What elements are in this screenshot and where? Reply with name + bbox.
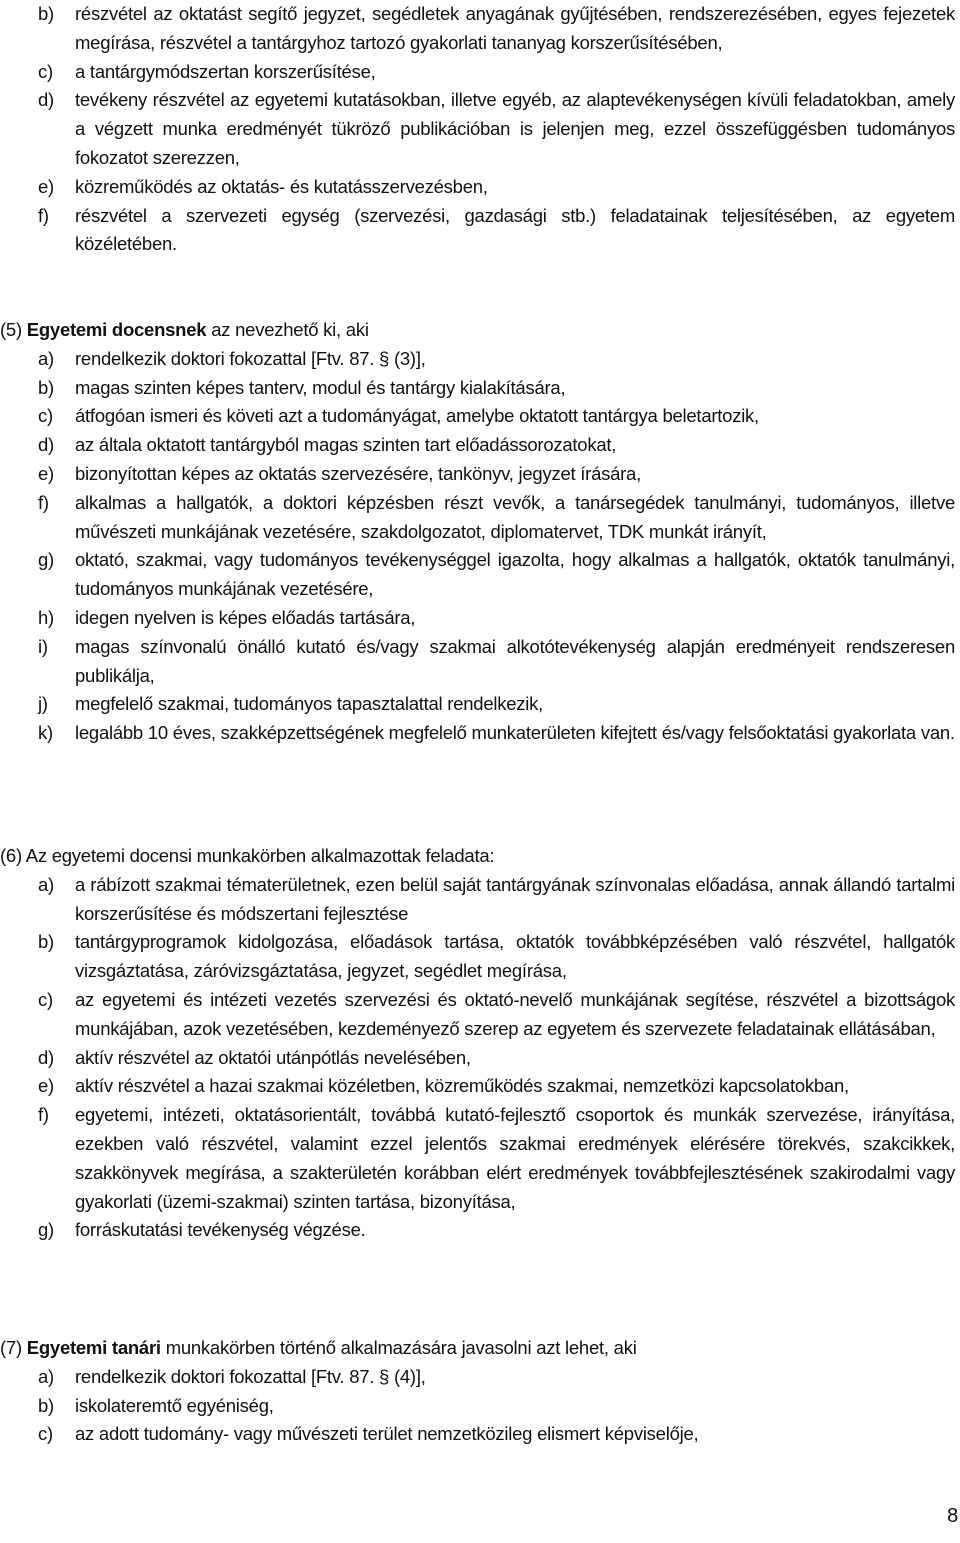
- item-label: c): [38, 1423, 53, 1445]
- page-number: 8: [947, 1505, 958, 1527]
- item-text: átfogóan ismeri és követi azt a tudományágat, amelybe oktatott tantárgya beletartozik,: [75, 405, 759, 427]
- item-text: rendelkezik doktori fokozattal [Ftv. 87. § (4)],: [75, 1365, 426, 1387]
- section-7: [0, 1334, 960, 1449]
- item-text: magas szinten képes tanterv, modul és tantárgy kialakítására,: [75, 376, 566, 398]
- list-item: [0, 374, 960, 403]
- item-text: magas színvonalú önálló kutató és/vagy szakmai alkotótevékenység alapján eredményeit rendszeresen publikálja,: [75, 635, 955, 686]
- list-item: [0, 986, 960, 1044]
- list-item: [0, 86, 960, 172]
- list-item: [0, 1392, 960, 1421]
- item-label: e): [38, 175, 54, 197]
- item-text: rendelkezik doktori fokozattal [Ftv. 87. § (3)],: [75, 347, 426, 369]
- item-label: b): [38, 931, 54, 953]
- section-heading: [0, 316, 960, 345]
- section-heading-text: munkakörben történő alkalmazására javasolni azt lehet, aki: [165, 1337, 637, 1358]
- item-text: részvétel az oktatást segítő jegyzet, segédletek anyagának gyűjtésében, rendszerezésében, egyes fejezetek megírása, részvétel a tantárgyhoz tartozó gyakorlati tananyag korszerűsítésében,: [75, 3, 955, 53]
- item-text: részvétel a szervezeti egység (szervezési, gazdasági stb.) feladatainak teljesítésében, az egyetem közéletében.: [75, 204, 955, 255]
- list-item: [0, 928, 960, 986]
- list-item: [0, 345, 960, 374]
- item-text: az általa oktatott tantárgyból magas szinten tart előadássorozatokat,: [75, 434, 617, 456]
- section-6: [0, 842, 960, 1245]
- item-text: közreműködés az oktatás- és kutatásszervezésben,: [75, 175, 488, 197]
- list-item: [0, 1420, 960, 1449]
- section-heading-bold: Egyetemi docensnek: [26, 319, 207, 340]
- list-item: [0, 1101, 960, 1216]
- item-label: g): [38, 549, 54, 571]
- section-heading: (6) Az egyetemi docensi munkakörben alkalmazottak feladata:: [0, 845, 495, 866]
- item-text: oktató, szakmai, vagy tudományos tevékenységgel igazolta, hogy alkalmas a hallgatók, oktatók tanulmányi, tudományos munkájának vezetésére,: [75, 549, 955, 600]
- item-text: iskolateremtő egyéniség,: [75, 1394, 274, 1416]
- list-item: [0, 58, 960, 87]
- item-label: a): [38, 873, 54, 895]
- item-text: aktív részvétel az oktatói utánpótlás nevelésében,: [75, 1046, 471, 1068]
- list-item: [0, 402, 960, 431]
- list-item: [0, 202, 960, 260]
- item-label: a): [38, 347, 54, 369]
- section-5: [0, 316, 960, 748]
- list-item: [0, 431, 960, 460]
- list-item: [0, 460, 960, 489]
- list-item: [0, 633, 960, 691]
- item-label: c): [38, 60, 53, 82]
- item-text: az egyetemi és intézeti vezetés szervezési és oktató-nevelő munkájának segítése, részvétel a bizottságok munkájában, azok vezetésében, kezdeményező szerep az egyetem és szervezete feladatainak ellátásában,: [75, 988, 955, 1039]
- item-label: f): [38, 1104, 49, 1126]
- item-label: b): [38, 376, 54, 398]
- list-item: [0, 489, 960, 547]
- item-label: h): [38, 606, 54, 628]
- item-label: e): [38, 462, 54, 484]
- item-label: c): [38, 988, 53, 1010]
- item-text: megfelelő szakmai, tudományos tapasztalattal rendelkezik,: [75, 693, 544, 715]
- item-text: idegen nyelven is képes előadás tartására,: [75, 606, 416, 628]
- list-item: [0, 1363, 960, 1392]
- section-heading-text: az nevezhető ki, aki: [211, 319, 369, 340]
- section-heading-bold: Egyetemi tanári: [26, 1337, 161, 1358]
- item-label: b): [38, 3, 54, 24]
- section-number: (5): [0, 319, 22, 340]
- item-text: tevékeny részvétel az egyetemi kutatásokban, illetve egyéb, az alaptevékenységen kívüli feladatokban, amely a végzett munka eredményét tükröző publikációban is jelenjen meg, ezzel összefüggésben tudományos fokozatot szerezzen,: [75, 89, 955, 168]
- item-label: d): [38, 1046, 54, 1068]
- item-label: i): [38, 635, 48, 657]
- list-item: [0, 1044, 960, 1073]
- item-text: az adott tudomány- vagy művészeti terület nemzetközileg elismert képviselője,: [75, 1423, 699, 1445]
- item-text: egyetemi, intézeti, oktatásorientált, továbbá kutató-fejlesztő csoportok és munkák szervezése, irányítása, ezekben való részvétel, valamint ezzel jelentős szakmai eredmények elérésére törekvés, szakcikkek, szakkönyvek megírása, a szakterületén korábban elért eredmények továbbfejlesztésének szakirodalmi vagy gyakorlati (üzemi-szakmai) szinten tartása, bizonyítása,: [75, 1104, 955, 1212]
- list-item: [0, 1072, 960, 1101]
- item-label: k): [38, 722, 53, 744]
- section-continued-list: [0, 0, 960, 259]
- item-text: legalább 10 éves, szakképzettségének megfelelő munkaterületen kifejtett és/vagy felsőoktatási gyakorlata van.: [75, 722, 955, 744]
- list-item: [0, 871, 960, 929]
- item-label: a): [38, 1365, 54, 1387]
- item-label: e): [38, 1075, 54, 1097]
- item-label: g): [38, 1219, 54, 1241]
- item-text: tantárgyprogramok kidolgozása, előadások tartása, oktatók továbbképzésében való részvétel, hallgatók vizsgáztatása, záróvizsgáztatása, jegyzet, segédlet megírása,: [75, 931, 955, 982]
- list-item: [0, 173, 960, 202]
- item-label: c): [38, 405, 53, 427]
- list-item: [0, 1216, 960, 1245]
- item-text: bizonyítottan képes az oktatás szervezésére, tankönyv, jegyzet írására,: [75, 462, 641, 484]
- section-heading: [0, 1334, 960, 1363]
- section-number: (7): [0, 1337, 22, 1358]
- item-text: a rábízott szakmai tématerületnek, ezen belül saját tantárgyának színvonalas előadása, annak állandó tartalmi korszerűsítése és módszertani fejlesztése: [75, 873, 955, 924]
- item-label: j): [38, 693, 48, 715]
- list-item: [0, 546, 960, 604]
- item-text: aktív részvétel a hazai szakmai közéletben, közreműködés szakmai, nemzetközi kapcsolatokban,: [75, 1075, 849, 1097]
- list-item: [0, 690, 960, 719]
- list-item: [0, 719, 960, 748]
- item-label: f): [38, 204, 49, 226]
- item-text: forráskutatási tevékenység végzése.: [75, 1219, 366, 1241]
- item-label: d): [38, 89, 54, 111]
- item-label: b): [38, 1394, 54, 1416]
- list-item: [0, 604, 960, 633]
- item-text: a tantárgymódszertan korszerűsítése,: [75, 60, 376, 82]
- item-label: d): [38, 434, 54, 456]
- list-item: [0, 0, 960, 58]
- item-text: alkalmas a hallgatók, a doktori képzésben részt vevők, a tanársegédek tanulmányi, tudományos, illetve művészeti munkájának vezetésére, szakdolgozatot, diplomatervet, TDK munkát irányít,: [75, 491, 955, 542]
- item-label: f): [38, 491, 49, 513]
